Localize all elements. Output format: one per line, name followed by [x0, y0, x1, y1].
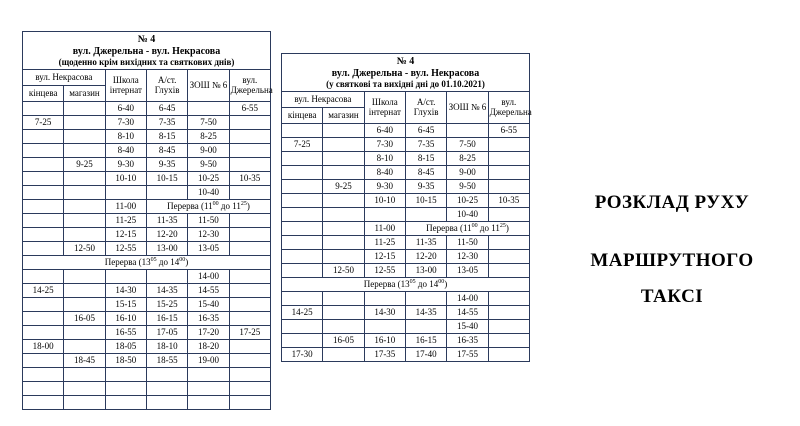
schedule-cell: 14-35: [146, 284, 187, 298]
schedule-cell: 9-25: [323, 180, 364, 194]
schedule-cell: [488, 166, 529, 180]
schedule-cell: [23, 354, 64, 368]
schedule-cell: [488, 152, 529, 166]
schedule-cell: [488, 180, 529, 194]
schedule-cell: [188, 382, 229, 396]
schedule-cell: [229, 368, 270, 382]
schedule-cell: 11-35: [146, 214, 187, 228]
schedule-cell: [64, 186, 105, 200]
schedule-cell: [364, 292, 405, 306]
schedule-cell: [323, 194, 364, 208]
schedule-cell: 11-50: [447, 236, 488, 250]
table-row: [23, 298, 271, 312]
schedule-cell: 8-10: [364, 152, 405, 166]
schedule-cell: 10-25: [188, 172, 229, 186]
table-row: [282, 208, 530, 222]
table-row: [282, 306, 530, 320]
schedule-cell: 7-25: [23, 116, 64, 130]
schedule-cell: 12-50: [64, 242, 105, 256]
caption-line-2: МАРШРУТНОГО: [590, 250, 754, 272]
schedule-cell: [364, 320, 405, 334]
schedule-cell: [188, 102, 229, 116]
table-row: [23, 172, 271, 186]
schedule-cell: 9-00: [447, 166, 488, 180]
table-title-block: [23, 32, 271, 70]
schedule-cell: [488, 208, 529, 222]
schedule-cell: [64, 200, 105, 214]
break-cell: Перерва ($13^{05}$ до $14^{00}$): [282, 278, 530, 292]
schedule-cell: 13-00: [405, 264, 446, 278]
schedule-cell: [64, 172, 105, 186]
table-note: (щоденно крім вихідних та святкових днів): [58, 57, 235, 67]
schedule-cell: 10-10: [364, 194, 405, 208]
table-row: [23, 382, 271, 396]
schedule-cell: [64, 116, 105, 130]
table-row: [23, 102, 271, 116]
table-row: [282, 222, 530, 236]
schedule-cell: [282, 236, 323, 250]
schedule-cell: 12-15: [105, 228, 146, 242]
col-station: А/ст. Глухів: [405, 92, 446, 124]
schedule-cell: [323, 152, 364, 166]
schedule-cell: 14-00: [447, 292, 488, 306]
schedule-cell: 8-40: [364, 166, 405, 180]
schedule-cell: 9-00: [188, 144, 229, 158]
schedule-cell: [23, 228, 64, 242]
schedule-cell: 12-20: [405, 250, 446, 264]
schedule-cell: 16-10: [105, 312, 146, 326]
schedule-cell: 12-20: [146, 228, 187, 242]
schedule-cell: 18-05: [105, 340, 146, 354]
table-row: [23, 396, 271, 410]
schedule-cell: 14-25: [23, 284, 64, 298]
schedule-cell: [282, 320, 323, 334]
col-shop: магазин: [323, 108, 364, 124]
schedule-cell: [323, 250, 364, 264]
schedule-cell: 8-25: [188, 130, 229, 144]
schedule-cell: [323, 320, 364, 334]
schedule-cell: 9-50: [188, 158, 229, 172]
schedule-cell: 14-55: [188, 284, 229, 298]
schedule-cell: 11-50: [188, 214, 229, 228]
schedule-cell: 17-20: [188, 326, 229, 340]
schedule-cell: [488, 334, 529, 348]
schedule-cell: 10-35: [488, 194, 529, 208]
schedule-cell: [229, 158, 270, 172]
table-row: [282, 348, 530, 362]
table-row: [282, 180, 530, 194]
col-shop: магазин: [64, 86, 105, 102]
schedule-cell: 18-00: [23, 340, 64, 354]
table-row: [282, 292, 530, 306]
schedule-cell: 14-55: [447, 306, 488, 320]
col-final: кінцева: [23, 86, 64, 102]
schedule-cell: [64, 382, 105, 396]
schedule-cell: 9-30: [364, 180, 405, 194]
schedule-cell: [64, 298, 105, 312]
schedule-cell: [64, 228, 105, 242]
schedule-cell: 9-35: [405, 180, 446, 194]
schedule-cell: 12-15: [364, 250, 405, 264]
schedule-cell: [488, 292, 529, 306]
schedule-cell: 10-25: [447, 194, 488, 208]
schedule-cell: 8-10: [105, 130, 146, 144]
col-school: Школа інтернат: [105, 70, 146, 102]
break-cell: Перерва ($11^{00}$ до $11^{25}$): [146, 200, 270, 214]
schedule-cell: [282, 264, 323, 278]
caption-line-1: РОЗКЛАД РУХУ: [594, 192, 750, 213]
table-row: [23, 284, 271, 298]
table-row: [23, 200, 271, 214]
schedule-cell: [105, 270, 146, 284]
table-row: [23, 270, 271, 284]
schedule-cell: 9-30: [105, 158, 146, 172]
schedule-cell: [405, 208, 446, 222]
schedule-cell: [23, 214, 64, 228]
schedule-cell: 12-55: [105, 242, 146, 256]
schedule-cell: 16-55: [105, 326, 146, 340]
schedule-cell: [229, 270, 270, 284]
table-title-block: [282, 54, 530, 92]
table-row: [23, 144, 271, 158]
schedule-cell: [105, 382, 146, 396]
col-school: Школа інтернат: [364, 92, 405, 124]
schedule-cell: 14-25: [282, 306, 323, 320]
table-row: [23, 242, 271, 256]
schedule-cell: 14-30: [364, 306, 405, 320]
schedule-cell: [23, 200, 64, 214]
table-row: [282, 138, 530, 152]
schedule-cell: [282, 194, 323, 208]
schedule-cell: [488, 236, 529, 250]
schedule-cell: [23, 130, 64, 144]
schedule-cell: [282, 124, 323, 138]
schedule-cell: 7-50: [188, 116, 229, 130]
schedule-cell: 17-25: [229, 326, 270, 340]
col-final: кінцева: [282, 108, 323, 124]
schedule-cell: [64, 396, 105, 410]
table-title-row: [23, 32, 271, 70]
schedule-cell: 18-45: [64, 354, 105, 368]
schedule-cell: 11-25: [364, 236, 405, 250]
schedule-cell: [188, 396, 229, 410]
schedule-cell: 7-35: [146, 116, 187, 130]
schedule-cell: [23, 368, 64, 382]
table-row: [282, 334, 530, 348]
table-row: [23, 340, 271, 354]
schedule-cell: [64, 326, 105, 340]
schedule-cell: [405, 292, 446, 306]
schedule-cell: 6-45: [146, 102, 187, 116]
table-route: вул. Джерельна - вул. Некрасова: [72, 45, 221, 57]
schedule-cell: [23, 312, 64, 326]
schedule-cell: 10-40: [188, 186, 229, 200]
schedule-cell: 18-55: [146, 354, 187, 368]
schedule-cell: [488, 306, 529, 320]
table-row: [282, 236, 530, 250]
schedule-cell: [282, 250, 323, 264]
schedule-cell: 8-45: [405, 166, 446, 180]
schedule-cell: 16-15: [146, 312, 187, 326]
schedule-cell: [323, 222, 364, 236]
schedule-cell: 15-15: [105, 298, 146, 312]
schedule-cell: [229, 214, 270, 228]
schedule-cell: 9-25: [64, 158, 105, 172]
schedule-cell: [364, 208, 405, 222]
schedule-cell: [323, 166, 364, 180]
schedule-cell: [229, 396, 270, 410]
schedule-cell: 12-30: [447, 250, 488, 264]
schedule-cell: [282, 166, 323, 180]
schedule-cell: 8-25: [447, 152, 488, 166]
table-number: № 4: [137, 34, 156, 45]
col-dzherelna: вул. Джерельна: [488, 92, 529, 124]
schedule-cell: 6-40: [364, 124, 405, 138]
schedule-cell: [488, 250, 529, 264]
table-row: [282, 250, 530, 264]
schedule-cell: 16-15: [405, 334, 446, 348]
table-row: [23, 368, 271, 382]
table-row: [23, 130, 271, 144]
schedule-cell: [229, 144, 270, 158]
table-row: [23, 158, 271, 172]
schedule-cell: [23, 186, 64, 200]
schedule-cell: 6-45: [405, 124, 446, 138]
table-row: [23, 228, 271, 242]
schedule-cell: 13-00: [146, 242, 187, 256]
schedule-cell: [323, 208, 364, 222]
schedule-cell: [323, 306, 364, 320]
caption-line-3: ТАКСІ: [640, 286, 704, 308]
schedule-cell: 17-35: [364, 348, 405, 362]
table-row: [23, 312, 271, 326]
schedule-cell: [229, 228, 270, 242]
schedule-cell: [229, 312, 270, 326]
schedule-cell: 12-55: [364, 264, 405, 278]
schedule-cell: [64, 270, 105, 284]
schedule-cell: [229, 116, 270, 130]
schedule-cell: [64, 102, 105, 116]
schedule-cell: [282, 334, 323, 348]
schedule-cell: 10-40: [447, 208, 488, 222]
schedule-cell: 6-55: [229, 102, 270, 116]
schedule-cell: [146, 270, 187, 284]
schedule-cell: [282, 292, 323, 306]
schedule-cell: 10-10: [105, 172, 146, 186]
schedule-cell: 17-40: [405, 348, 446, 362]
schedule-cell: 8-15: [405, 152, 446, 166]
schedule-cell: 18-10: [146, 340, 187, 354]
col-dzherelna: вул. Джерельна: [229, 70, 270, 102]
schedule-cell: [146, 368, 187, 382]
schedule-cell: [323, 124, 364, 138]
break-cell: Перерва ($13^{05}$ до $14^{00}$): [23, 256, 271, 270]
schedule-cell: [447, 124, 488, 138]
schedule-cell: 6-40: [105, 102, 146, 116]
schedule-cell: 17-30: [282, 348, 323, 362]
schedule-cell: [64, 144, 105, 158]
schedule-cell: 16-10: [364, 334, 405, 348]
schedule-cell: [23, 144, 64, 158]
schedule-cell: 11-25: [105, 214, 146, 228]
schedule-cell: 18-20: [188, 340, 229, 354]
schedule-cell: 12-50: [323, 264, 364, 278]
schedule-cell: [146, 382, 187, 396]
table-row: [282, 152, 530, 166]
schedule-cell: [105, 396, 146, 410]
schedule-cell: [323, 348, 364, 362]
schedule-cell: [323, 236, 364, 250]
schedule-cell: 15-40: [447, 320, 488, 334]
schedule-cell: [488, 348, 529, 362]
schedule-cell: 15-40: [188, 298, 229, 312]
schedule-cell: [229, 130, 270, 144]
schedule-cell: 14-35: [405, 306, 446, 320]
table-note: (у святкові та вихідні дні до 01.10.2021): [326, 79, 485, 89]
schedule-cell: [229, 284, 270, 298]
schedule-cell: [64, 368, 105, 382]
schedule-cell: [23, 326, 64, 340]
schedule-cell: [229, 298, 270, 312]
schedule-cell: 11-00: [364, 222, 405, 236]
schedule-cell: 8-40: [105, 144, 146, 158]
col-group-nekrasova: вул. Некрасова: [23, 70, 106, 86]
schedule-cell: [23, 102, 64, 116]
schedule-body-weekday: [23, 102, 271, 410]
table-number: № 4: [396, 56, 415, 67]
group-header-row: [282, 92, 530, 108]
table-row: [23, 214, 271, 228]
schedule-cell: 8-45: [146, 144, 187, 158]
schedule-cell: [23, 242, 64, 256]
schedule-cell: [64, 284, 105, 298]
schedule-cell: [146, 396, 187, 410]
schedule-cell: [105, 368, 146, 382]
schedule-cell: [229, 354, 270, 368]
col-school6: ЗОШ № 6: [188, 70, 229, 102]
schedule-cell: [105, 186, 146, 200]
schedule-cell: 13-05: [447, 264, 488, 278]
schedule-cell: 7-30: [105, 116, 146, 130]
table-title-row: [282, 54, 530, 92]
schedule-cell: 15-25: [146, 298, 187, 312]
schedule-cell: 7-50: [447, 138, 488, 152]
schedule-cell: 14-30: [105, 284, 146, 298]
schedule-cell: [23, 270, 64, 284]
table-row: [282, 166, 530, 180]
poster-caption: [548, 185, 796, 315]
schedule-cell: [282, 222, 323, 236]
schedule-cell: 16-35: [447, 334, 488, 348]
schedule-cell: 8-15: [146, 130, 187, 144]
schedule-cell: 9-35: [146, 158, 187, 172]
table-row: [23, 354, 271, 368]
schedule-cell: 16-05: [323, 334, 364, 348]
schedule-cell: 7-35: [405, 138, 446, 152]
schedule-cell: 16-35: [188, 312, 229, 326]
schedule-cell: [323, 292, 364, 306]
table-row: [282, 278, 530, 292]
schedule-cell: [405, 320, 446, 334]
schedule-cell: [146, 186, 187, 200]
table-row: [23, 256, 271, 270]
schedule-cell: [23, 172, 64, 186]
schedule-cell: 10-15: [146, 172, 187, 186]
schedule-cell: [282, 152, 323, 166]
table-row: [282, 194, 530, 208]
schedule-cell: 6-55: [488, 124, 529, 138]
schedule-cell: [64, 214, 105, 228]
schedule-cell: 17-05: [146, 326, 187, 340]
col-group-nekrasova: вул. Некрасова: [282, 92, 365, 108]
table-row: [282, 124, 530, 138]
schedule-cell: 9-50: [447, 180, 488, 194]
schedule-body-holiday: [282, 124, 530, 362]
schedule-cell: 17-55: [447, 348, 488, 362]
schedule-cell: 19-00: [188, 354, 229, 368]
schedule-cell: 7-30: [364, 138, 405, 152]
schedule-cell: 13-05: [188, 242, 229, 256]
group-header-row: [23, 70, 271, 86]
schedule-cell: 10-15: [405, 194, 446, 208]
table-row: [23, 186, 271, 200]
schedule-cell: [488, 138, 529, 152]
schedule-cell: [282, 208, 323, 222]
schedule-cell: 10-35: [229, 172, 270, 186]
schedule-cell: [23, 298, 64, 312]
schedule-table-holiday: [281, 53, 530, 362]
schedule-cell: [23, 158, 64, 172]
schedule-cell: [188, 368, 229, 382]
schedule-cell: [64, 130, 105, 144]
schedule-cell: 12-30: [188, 228, 229, 242]
schedule-cell: [282, 180, 323, 194]
schedule-cell: [23, 396, 64, 410]
schedule-cell: [323, 138, 364, 152]
schedule-cell: [23, 382, 64, 396]
schedule-cell: 14-00: [188, 270, 229, 284]
schedule-cell: [64, 340, 105, 354]
col-school6: ЗОШ № 6: [447, 92, 488, 124]
schedule-cell: 7-25: [282, 138, 323, 152]
schedule-cell: [229, 186, 270, 200]
schedule-cell: 18-50: [105, 354, 146, 368]
schedule-cell: [229, 340, 270, 354]
table-row: [282, 320, 530, 334]
schedule-cell: 16-05: [64, 312, 105, 326]
schedule-cell: [229, 242, 270, 256]
schedule-cell: 11-00: [105, 200, 146, 214]
schedule-table-weekday: [22, 31, 271, 410]
schedule-cell: 11-35: [405, 236, 446, 250]
break-cell: Перерва ($11^{00}$ до $11^{25}$): [405, 222, 529, 236]
col-station: А/ст. Глухів: [146, 70, 187, 102]
schedule-cell: [488, 320, 529, 334]
table-row: [282, 264, 530, 278]
schedule-cell: [229, 382, 270, 396]
table-row: [23, 326, 271, 340]
table-route: вул. Джерельна - вул. Некрасова: [331, 67, 480, 79]
table-row: [23, 116, 271, 130]
schedule-cell: [488, 264, 529, 278]
